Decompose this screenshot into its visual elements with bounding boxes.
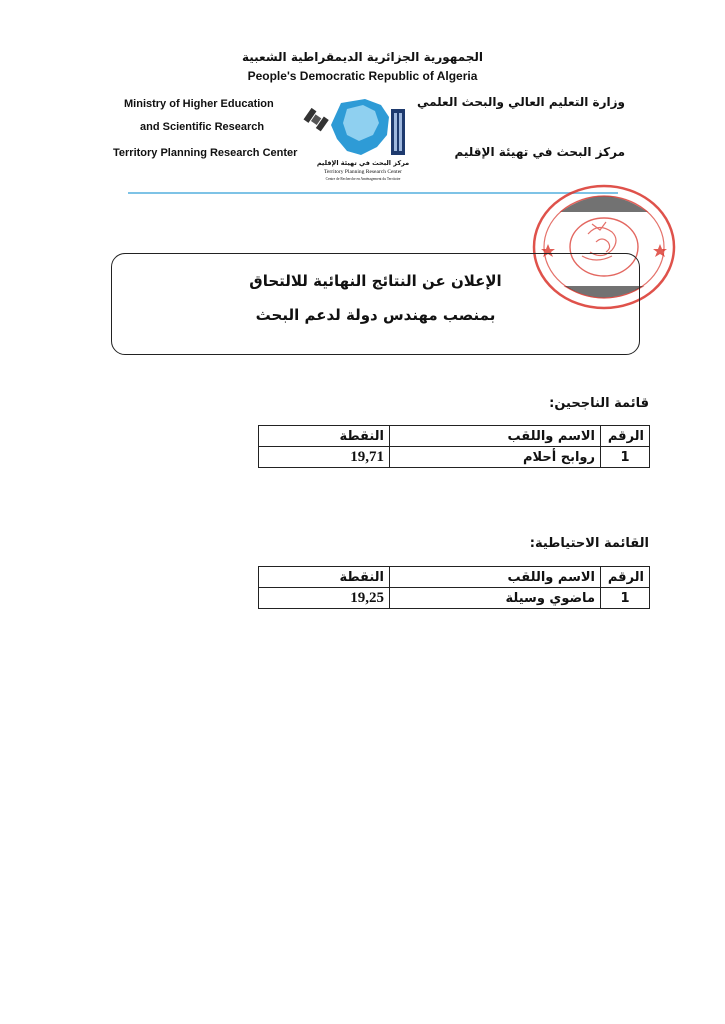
name-header: الاسم واللقب	[390, 567, 601, 588]
reserve-table	[258, 566, 650, 609]
name-cell: ماضوي وسيلة	[390, 588, 601, 609]
republic-title-ar: الجمهورية الجزائرية الديمقراطية الشعبية	[241, 50, 484, 64]
table-row	[259, 447, 650, 468]
logo-caption-en: Territory Planning Research Center	[324, 169, 402, 175]
name-header: الاسم واللقب	[390, 426, 601, 447]
reserve-list-label: القائمة الاحتياطية:	[529, 536, 649, 551]
score-header: النقطة	[259, 567, 390, 588]
score-cell: 19,25	[259, 588, 390, 609]
score-header: النقطة	[259, 426, 390, 447]
logo-caption-fr: Centre de Recherche en Aménagement du Territoire	[325, 177, 401, 181]
announcement-title-line1: الإعلان عن النتائج النهائية للالتحاق	[249, 272, 502, 290]
winners-table-header	[259, 426, 650, 447]
table-row	[259, 588, 650, 609]
center-en: Territory Planning Research Center	[113, 147, 298, 159]
winners-list-label: قائمة الناجحين:	[549, 396, 649, 411]
satellite-map-building-logo-icon	[303, 95, 423, 185]
center-logo	[303, 95, 423, 185]
ministry-en-line2: and Scientific Research	[140, 121, 265, 133]
reserve-table-header	[259, 567, 650, 588]
announcement-title-line2: بمنصب مهندس دولة لدعم البحث	[255, 306, 496, 324]
ministry-en-line1: Ministry of Higher Education	[124, 98, 274, 110]
announcement-title-box	[111, 253, 640, 355]
ministry-ar: وزارة التعليم العالي والبحث العلمي	[416, 95, 625, 109]
center-ar: مركز البحث في تهيئة الإقليم	[454, 145, 625, 159]
republic-title-en: People's Democratic Republic of Algeria	[247, 69, 478, 83]
rank-header: الرقم	[601, 567, 650, 588]
name-cell: روابح أحلام	[390, 447, 601, 468]
logo-caption-ar: مركز البحث في تهيئة الإقليم	[316, 159, 410, 167]
score-cell: 19,71	[259, 447, 390, 468]
rank-header: الرقم	[601, 426, 650, 447]
rank-cell: 1	[601, 588, 650, 609]
rank-cell: 1	[601, 447, 650, 468]
winners-table	[258, 425, 650, 468]
